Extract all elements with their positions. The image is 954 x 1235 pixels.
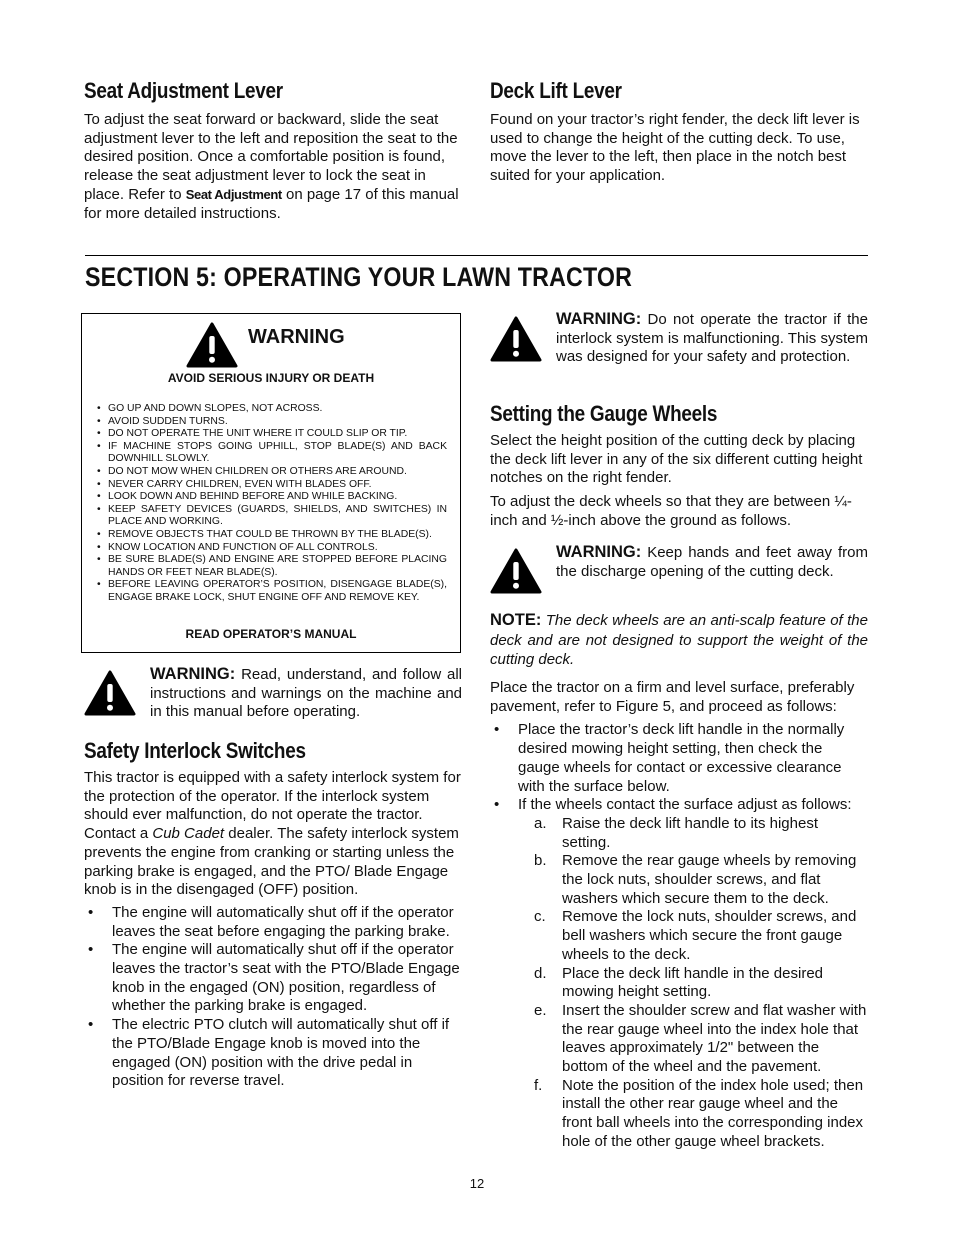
interlock-bullet: • The engine will automatically shut off if the operator leaves the seat before engaging the parking brake.	[84, 904, 462, 941]
warning-item: • IF MACHINE STOPS GOING UPHILL, STOP BLADE(S) AND BACK DOWNHILL SLOWLY.	[95, 441, 447, 466]
warning-item: • NEVER CARRY CHILDREN, EVEN WITH BLADES OFF.	[95, 479, 447, 492]
procedure-step	[534, 852, 868, 908]
interlock-bullets	[84, 904, 462, 1091]
warning-read-label: WARNING:	[150, 665, 236, 683]
step-marker: d.	[534, 964, 547, 982]
warning-item: • KNOW LOCATION AND FUNCTION OF ALL CONTROLS.	[95, 542, 447, 555]
interlock-text-a: This tractor is equipped with a safety interlock system for the protection of the operator. If the interlock system should ever malfunction, do not operate the tractor. Contact a	[84, 769, 461, 843]
procedure-step	[534, 815, 868, 852]
warning-read-text	[150, 665, 462, 722]
step-text: Place the deck lift handle in the desired mowing height setting.	[562, 964, 823, 1001]
interlock-bullet: • The electric PTO clutch will automatically shut off if the PTO/Blade Engage knob is moved into the engaged (ON) position with the drive pedal in position for reverse travel.	[84, 1016, 462, 1091]
procedure-step	[534, 1077, 868, 1152]
warning-interlock-body: Do not operate the tractor if the interlock system is malfunctioning. This system was designed for your safety and protection.	[556, 311, 868, 366]
warning-item: • REMOVE OBJECTS THAT COULD BE THROWN BY THE BLADE(S).	[95, 529, 447, 542]
brand-name: Cub Cadet	[152, 825, 225, 843]
step-text: Raise the deck lift handle to its highest setting.	[562, 814, 818, 851]
step-marker: a.	[534, 814, 547, 832]
warning-triangle-icon	[186, 322, 238, 368]
warning-item: • BE SURE BLADE(S) AND ENGINE ARE STOPPED BEFORE PLACING HANDS OR FEET NEAR BLADE(S).	[95, 554, 447, 579]
warning-hands-label: WARNING:	[556, 543, 642, 561]
warning-items-list	[95, 403, 447, 605]
interlock-text	[84, 769, 462, 900]
seat-text-a: To adjust the seat forward or backward, slide the seat adjustment lever to the left and reposition the seat to the desired position. Once a comfortable position is found, release the seat adjustment lever to lock the seat in place. Refer to	[84, 111, 458, 203]
warning-hands-text	[556, 543, 868, 581]
procedure-step	[534, 965, 868, 1002]
step-text: Insert the shoulder screw and flat washer with the rear gauge wheel into the index hole that leaves approximately 1/2" between the bottom of the wheel and the pavement.	[562, 1001, 867, 1076]
interlock-bullet: • The engine will automatically shut off if the operator leaves the tractor’s seat with the PTO/Blade Engage knob in the engaged (ON) position, regardless of whether the parking brake is engaged.	[84, 941, 462, 1016]
deck-lift-text: Found on your tractor’s right fender, the deck lift lever is used to change the height of the cutting deck. To use, move the lever to the left, then place in the notch best suited for your application.	[490, 111, 860, 185]
warning-read-body: Read, understand, and follow all instructions and warnings on the machine and in this manual before operating.	[150, 666, 462, 721]
gauge-p1: Select the height position of the cutting deck by placing the deck lift lever in any of the six different cutting height notches on the right fender.	[490, 432, 863, 487]
warning-triangle-icon	[84, 670, 136, 716]
warning-interlock-text	[556, 310, 868, 367]
warning-item: • DO NOT MOW WHEN CHILDREN OR OTHERS ARE AROUND.	[95, 466, 447, 479]
step-text: Note the position of the index hole used; then install the other rear gauge wheel and the front ball wheels into the corresponding index hole of the other gauge wheel brackets.	[562, 1076, 864, 1150]
section-title: SECTION 5: OPERATING YOUR LAWN TRACTOR	[85, 262, 633, 292]
warning-item: • DO NOT OPERATE THE UNIT WHERE IT COULD SLIP OR TIP.	[95, 428, 447, 441]
page-number: 12	[469, 1176, 485, 1191]
step-marker: f.	[534, 1076, 543, 1094]
procedure-section	[490, 679, 868, 1152]
procedure-step	[534, 908, 868, 964]
gauge-wheels-heading: Setting the Gauge Wheels	[490, 401, 718, 426]
warning-item: • KEEP SAFETY DEVICES (GUARDS, SHIELDS, AND SWITCHES) IN PLACE AND WORKING.	[95, 504, 447, 529]
warning-triangle-icon	[490, 548, 542, 594]
seat-text-b: on page 17 of this manual for more detailed instructions.	[84, 185, 459, 222]
note-body: The deck wheels are an anti-scalp feature of the deck and are not designed to support the weight of the cutting deck.	[490, 612, 868, 668]
step-text: Remove the lock nuts, shoulder screws, and bell washers which secure the front gauge wheels to the deck.	[562, 908, 857, 963]
seat-adjustment-text	[84, 111, 459, 223]
gauge-p2: To adjust the deck wheels so that they are between ¼-inch and ½-inch above the ground as follows.	[490, 493, 852, 529]
interlock-section	[84, 738, 462, 1091]
warning-item: • GO UP AND DOWN SLOPES, NOT ACROSS.	[95, 403, 447, 416]
step-text: Remove the rear gauge wheels by removing the lock nuts, shoulder screws, and flat washers which secure them to the deck.	[562, 852, 857, 907]
warning-box	[81, 313, 461, 653]
warning-footer: READ OPERATOR’S MANUAL	[185, 627, 357, 641]
warning-subtitle: AVOID SERIOUS INJURY OR DEATH	[167, 371, 375, 385]
note-text	[490, 611, 868, 670]
interlock-text-b: dealer. The safety interlock system prevents the engine from cranking or starting unless the parking brake is engaged, and the PTO/ Blade Engage knob is in the disengaged (OFF) position.	[84, 825, 459, 899]
warning-item: • BEFORE LEAVING OPERATOR’S POSITION, DISENGAGE BLADE(S), ENGAGE BRAKE LOCK, SHUT ENGINE OFF AND REMOVE KEY.	[95, 579, 447, 604]
section-divider	[85, 255, 868, 256]
procedure-step	[534, 1002, 868, 1077]
procedure-bullet-2	[490, 796, 868, 1151]
deck-lift-heading: Deck Lift Lever	[490, 78, 622, 103]
warning-interlock-label: WARNING:	[556, 310, 642, 328]
warning-triangle-icon	[490, 316, 542, 362]
step-marker: e.	[534, 1001, 547, 1019]
seat-adjustment-section	[84, 78, 459, 223]
step-marker: b.	[534, 852, 547, 870]
procedure-bullets	[490, 721, 868, 1151]
procedure-intro: Place the tractor on a firm and level surface, preferably pavement, refer to Figure 5, and proceed as follows:	[490, 679, 855, 715]
seat-adjustment-heading: Seat Adjustment Lever	[84, 78, 283, 103]
deck-lift-section	[490, 78, 868, 186]
note-label: NOTE:	[490, 611, 542, 629]
procedure-bullet-2-text: If the wheels contact the surface adjust as follows:	[518, 796, 852, 814]
procedure-steps	[534, 815, 868, 1152]
warning-item: • LOOK DOWN AND BEHIND BEFORE AND WHILE BACKING.	[95, 491, 447, 504]
gauge-wheels-section	[490, 401, 868, 531]
procedure-bullet-1: • Place the tractor’s deck lift handle in the normally desired mowing height setting, then check the gauge wheels for contact or excessive clearance with the surface below.	[490, 721, 868, 796]
seat-adjustment-ref: Seat Adjustment	[185, 186, 282, 202]
warning-label: WARNING	[248, 326, 345, 348]
interlock-heading: Safety Interlock Switches	[84, 738, 306, 763]
warning-item: • AVOID SUDDEN TURNS.	[95, 416, 447, 429]
step-marker: c.	[534, 908, 546, 926]
warning-hands-body: Keep hands and feet away from the discharge opening of the cutting deck.	[556, 544, 868, 580]
